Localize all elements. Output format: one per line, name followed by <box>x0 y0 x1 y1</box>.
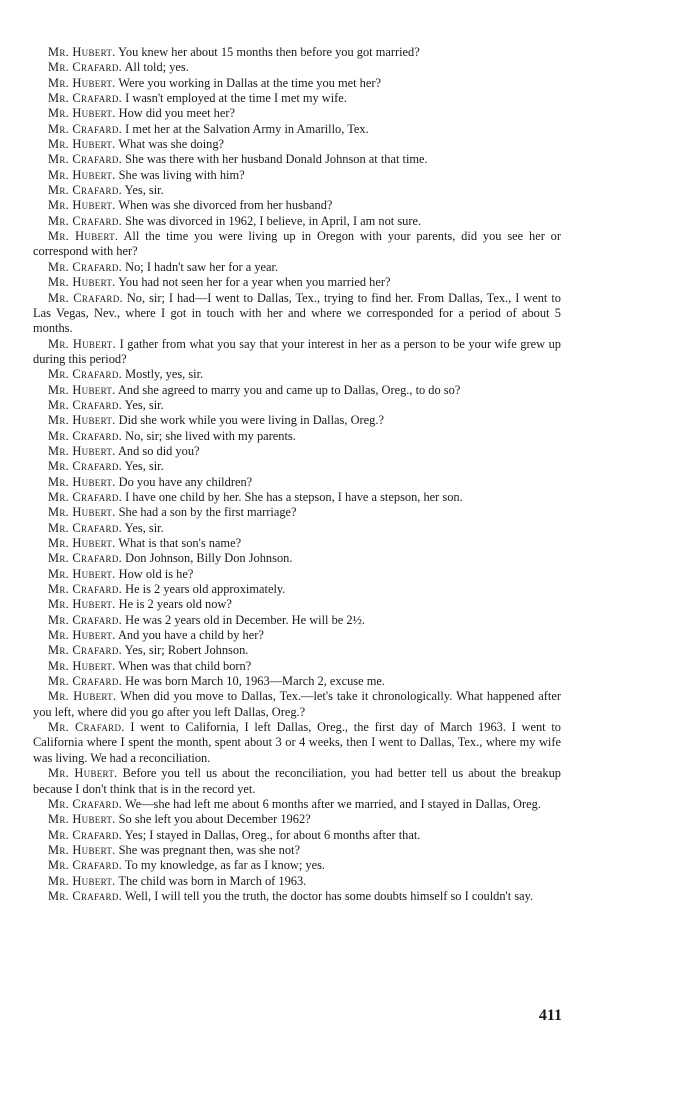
transcript-paragraph <box>33 291 561 337</box>
spoken-text: I gather from what you say that your interest in her as a person to be your wife grew up during this period? <box>33 336 561 366</box>
speaker-name: Mr. Hubert. <box>48 873 116 888</box>
transcript-paragraph <box>33 275 561 290</box>
spoken-text: No, sir; she lived with my parents. <box>125 428 296 443</box>
spoken-text: What is that son's name? <box>118 536 242 550</box>
speaker-name: Mr. Hubert. <box>48 766 118 781</box>
transcript-paragraph <box>33 459 561 474</box>
spoken-text: When did you move to Dallas, Tex.—let's take it chronologically. What happened after you left, where did you go after you left Dallas, Oreg.? <box>33 689 561 719</box>
speaker-name: Mr. Hubert. <box>48 566 116 581</box>
spoken-text: Yes, sir; Robert Johnson. <box>124 643 249 658</box>
transcript-paragraph <box>33 582 561 597</box>
spoken-text: I met her at the Salvation Army in Amarillo, Tex. <box>125 121 369 136</box>
spoken-text: All the time you were living up in Oregon with your parents, did you see her or correspond with her? <box>33 229 561 259</box>
spoken-text: And you have a child by her? <box>117 628 264 643</box>
spoken-text: She was divorced in 1962, I believe, in April, I am not sure. <box>125 213 422 228</box>
spoken-text: She was pregnant then, was she not? <box>118 842 300 857</box>
transcript-body <box>33 45 561 904</box>
speaker-name: Mr. Crafard. <box>48 720 125 735</box>
speaker-name: Mr. Crafard. <box>48 858 123 873</box>
spoken-text: Yes; I stayed in Dallas, Oreg., for about 6 months after that. <box>124 827 421 842</box>
transcript-paragraph <box>33 889 561 904</box>
transcript-paragraph <box>33 858 561 873</box>
transcript-paragraph <box>33 398 561 413</box>
spoken-text: You had not seen her for a year when you married her? <box>118 275 391 290</box>
transcript-paragraph <box>33 45 561 60</box>
transcript-paragraph <box>33 137 561 152</box>
spoken-text: Well, I will tell you the truth, the doctor has some doubts himself so I couldn't say. <box>124 888 534 903</box>
spoken-text: She was there with her husband Donald Johnson at that time. <box>125 152 428 167</box>
speaker-name: Mr. Hubert. <box>48 167 116 182</box>
transcript-paragraph <box>33 490 561 505</box>
spoken-text: Before you tell us about the reconciliation, you had better tell us about the breakup because I don't think that is in the record yet. <box>33 766 561 796</box>
speaker-name: Mr. Crafard. <box>48 91 123 106</box>
transcript-paragraph <box>33 168 561 183</box>
speaker-name: Mr. Hubert. <box>48 45 116 59</box>
spoken-text: He was 2 years old in December. He will be 2½. <box>125 612 365 627</box>
speaker-name: Mr. Hubert. <box>48 536 116 550</box>
speaker-name: Mr. Hubert. <box>48 505 116 520</box>
transcript-paragraph <box>33 152 561 167</box>
transcript-paragraph <box>33 613 561 628</box>
spoken-text: He is 2 years old now? <box>118 597 232 612</box>
speaker-name: Mr. Crafard. <box>48 428 123 443</box>
speaker-name: Mr. Hubert. <box>48 443 116 458</box>
transcript-paragraph <box>33 812 561 827</box>
page-number: 411 <box>538 1007 562 1024</box>
speaker-name: Mr. Hubert. <box>48 812 116 827</box>
transcript-paragraph <box>33 689 561 720</box>
spoken-text: All told; yes. <box>124 60 189 75</box>
spoken-text: I have one child by her. She has a stepson, I have a stepson, her son. <box>125 489 463 504</box>
speaker-name: Mr. Crafard. <box>48 582 123 597</box>
speaker-name: Mr. Hubert. <box>48 198 116 213</box>
spoken-text: And she agreed to marry you and came up to Dallas, Oreg., to do so? <box>117 382 461 397</box>
speaker-name: Mr. Hubert. <box>48 75 116 90</box>
transcript-paragraph <box>33 106 561 121</box>
spoken-text: Do you have any children? <box>118 474 253 489</box>
spoken-text: Yes, sir. <box>124 397 164 412</box>
speaker-name: Mr. Crafard. <box>48 60 123 75</box>
transcript-paragraph <box>33 383 561 398</box>
spoken-text: What was she doing? <box>118 137 225 152</box>
spoken-text: Yes, sir. <box>124 183 164 198</box>
spoken-text: You knew her about 15 months then before you got married? <box>118 45 420 59</box>
transcript-paragraph <box>33 183 561 198</box>
speaker-name: Mr. Crafard. <box>48 397 123 412</box>
transcript-paragraph <box>33 643 561 658</box>
spoken-text: Yes, sir. <box>124 520 164 535</box>
transcript-paragraph <box>33 720 561 766</box>
transcript-paragraph <box>33 91 561 106</box>
transcript-paragraph <box>33 229 561 260</box>
speaker-name: Mr. Hubert. <box>48 628 116 643</box>
transcript-paragraph <box>33 505 561 520</box>
transcript-paragraph <box>33 122 561 137</box>
speaker-name: Mr. Crafard. <box>48 183 123 198</box>
speaker-name: Mr. Crafard. <box>48 612 123 627</box>
spoken-text: When was she divorced from her husband? <box>118 198 333 213</box>
speaker-name: Mr. Crafard. <box>48 551 123 566</box>
transcript-paragraph <box>33 475 561 490</box>
transcript-paragraph <box>33 797 561 812</box>
transcript-paragraph <box>33 413 561 428</box>
transcript-paragraph <box>33 674 561 689</box>
spoken-text: How old is he? <box>118 566 194 581</box>
speaker-name: Mr. Crafard. <box>48 367 123 382</box>
transcript-paragraph <box>33 444 561 459</box>
transcript-paragraph <box>33 76 561 91</box>
transcript-paragraph <box>33 628 561 643</box>
transcript-paragraph <box>33 843 561 858</box>
speaker-name: Mr. Crafard. <box>48 674 123 689</box>
spoken-text: No, sir; I had—I went to Dallas, Tex., trying to find her. From Dallas, Tex., I went to Las Vegas, Nev., where I got in touch with her and where we corresponded for a period of about 5 months. <box>33 290 561 336</box>
transcript-paragraph <box>33 367 561 382</box>
speaker-name: Mr. Crafard. <box>48 643 123 658</box>
transcript-paragraph <box>33 551 561 566</box>
speaker-name: Mr. Crafard. <box>48 121 123 136</box>
transcript-paragraph <box>33 214 561 229</box>
spoken-text: She had a son by the first marriage? <box>118 505 297 520</box>
spoken-text: And so did you? <box>117 443 200 458</box>
spoken-text: I went to California, I left Dallas, Oreg., the first day of March 1963. I went to California where I spent the month, spent about 3 or 4 weeks, then I went to Dallas, Tex., where my wife was living. We had a reconciliation. <box>33 720 561 765</box>
spoken-text: We—she had left me about 6 months after we married, and I stayed in Dallas, Oreg. <box>124 796 541 811</box>
speaker-name: Mr. Crafard. <box>48 459 123 474</box>
transcript-paragraph <box>33 260 561 275</box>
transcript-paragraph <box>33 337 561 368</box>
spoken-text: No; I hadn't saw her for a year. <box>125 259 279 274</box>
speaker-name: Mr. Hubert. <box>48 658 116 673</box>
speaker-name: Mr. Crafard. <box>48 888 123 903</box>
transcript-paragraph <box>33 60 561 75</box>
spoken-text: He is 2 years old approximately. <box>125 582 286 597</box>
speaker-name: Mr. Hubert. <box>48 137 116 152</box>
speaker-name: Mr. Crafard. <box>48 827 123 842</box>
speaker-name: Mr. Hubert. <box>48 842 116 857</box>
spoken-text: To my knowledge, as far as I know; yes. <box>124 858 325 873</box>
spoken-text: She was living with him? <box>118 167 245 182</box>
transcript-paragraph <box>33 766 561 797</box>
spoken-text: Don Johnson, Billy Don Johnson. <box>125 551 293 566</box>
transcript-paragraph <box>33 567 561 582</box>
speaker-name: Mr. Hubert. <box>48 689 117 704</box>
transcript-paragraph <box>33 597 561 612</box>
speaker-name: Mr. Hubert. <box>48 229 119 244</box>
speaker-name: Mr. Crafard. <box>48 796 123 811</box>
speaker-name: Mr. Crafard. <box>48 520 123 535</box>
speaker-name: Mr. Hubert. <box>48 413 116 428</box>
speaker-name: Mr. Hubert. <box>48 474 116 489</box>
transcript-paragraph <box>33 198 561 213</box>
transcript-paragraph <box>33 521 561 536</box>
transcript-paragraph <box>33 828 561 843</box>
speaker-name: Mr. Hubert. <box>48 106 116 121</box>
transcript-paragraph <box>33 429 561 444</box>
spoken-text: I wasn't employed at the time I met my wife. <box>125 91 347 106</box>
spoken-text: So she left you about December 1962? <box>118 812 311 827</box>
speaker-name: Mr. Hubert. <box>48 382 116 397</box>
spoken-text: Yes, sir. <box>124 459 164 474</box>
transcript-paragraph <box>33 659 561 674</box>
speaker-name: Mr. Crafard. <box>48 213 123 228</box>
spoken-text: He was born March 10, 1963—March 2, excuse me. <box>125 674 385 689</box>
speaker-name: Mr. Hubert. <box>48 275 116 290</box>
spoken-text: The child was born in March of 1963. <box>118 873 307 888</box>
transcript-paragraph <box>33 874 561 889</box>
transcript-paragraph <box>33 536 561 551</box>
spoken-text: Did she work while you were living in Dallas, Oreg.? <box>118 413 384 428</box>
speaker-name: Mr. Crafard. <box>48 290 123 305</box>
speaker-name: Mr. Hubert. <box>48 336 116 351</box>
speaker-name: Mr. Crafard. <box>48 152 123 167</box>
speaker-name: Mr. Crafard. <box>48 259 123 274</box>
speaker-name: Mr. Hubert. <box>48 597 116 612</box>
spoken-text: Mostly, yes, sir. <box>125 367 204 382</box>
spoken-text: How did you meet her? <box>118 106 235 121</box>
spoken-text: When was that child born? <box>118 658 252 673</box>
spoken-text: Were you working in Dallas at the time you met her? <box>118 75 381 90</box>
speaker-name: Mr. Crafard. <box>48 489 123 504</box>
